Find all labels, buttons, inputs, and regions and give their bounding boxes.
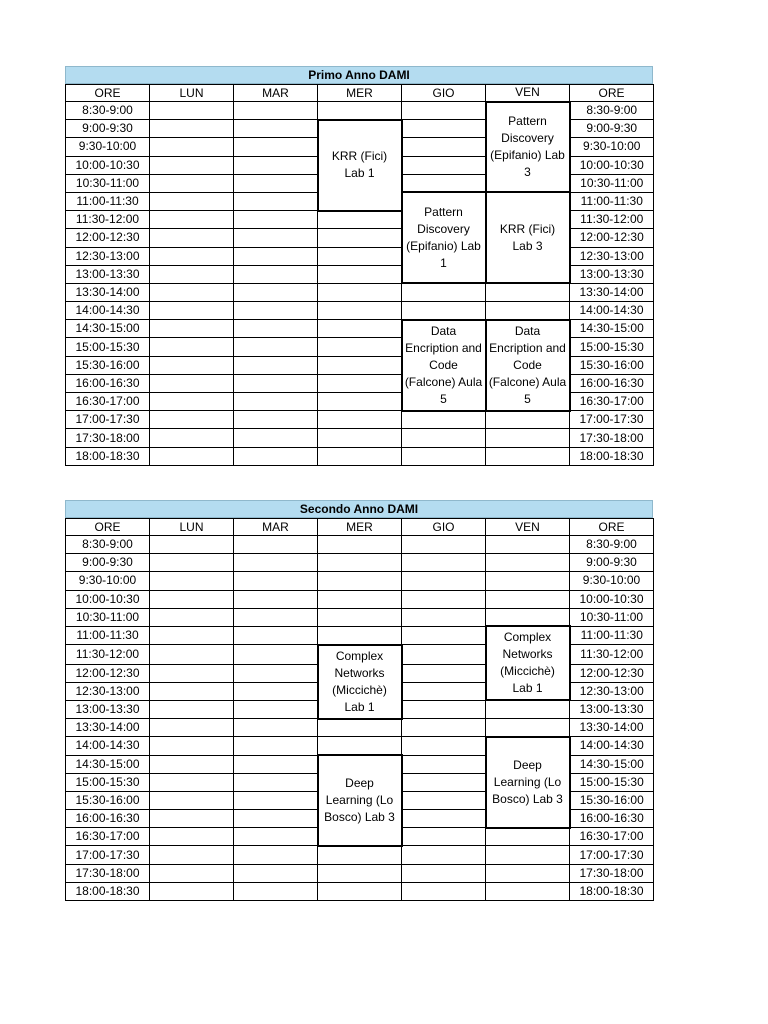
empty-slot	[402, 700, 486, 718]
empty-slot	[234, 773, 318, 791]
empty-slot	[486, 882, 570, 900]
time-cell-left: 10:00-10:30	[66, 590, 150, 608]
empty-slot	[402, 810, 486, 828]
empty-slot	[318, 737, 402, 755]
empty-slot	[402, 102, 486, 120]
time-cell-right: 9:30-10:00	[570, 572, 654, 590]
empty-slot	[318, 429, 402, 447]
column-header: MER	[318, 85, 402, 102]
empty-slot	[150, 882, 234, 900]
time-cell-left: 12:00-12:30	[66, 229, 150, 247]
time-cell-left: 12:00-12:30	[66, 664, 150, 682]
empty-slot	[486, 828, 570, 846]
empty-slot	[402, 302, 486, 320]
empty-slot	[402, 773, 486, 791]
table-row	[66, 882, 654, 900]
empty-slot	[234, 682, 318, 700]
time-cell-left: 14:00-14:30	[66, 737, 150, 755]
empty-slot	[150, 864, 234, 882]
time-cell-right: 14:00-14:30	[570, 302, 654, 320]
empty-slot	[150, 229, 234, 247]
empty-slot	[150, 536, 234, 554]
time-cell-left: 12:30-13:00	[66, 247, 150, 265]
empty-slot	[486, 283, 570, 301]
empty-slot	[318, 247, 402, 265]
empty-slot	[486, 536, 570, 554]
time-cell-left: 18:00-18:30	[66, 447, 150, 465]
empty-slot	[486, 864, 570, 882]
schedule-primo-anno	[65, 66, 653, 466]
time-cell-right: 11:00-11:30	[570, 192, 654, 210]
time-cell-left: 17:30-18:00	[66, 429, 150, 447]
course-block: Deep Learning (Lo Bosco) Lab 3	[318, 755, 402, 846]
empty-slot	[150, 645, 234, 664]
time-cell-right: 10:00-10:30	[570, 590, 654, 608]
empty-slot	[318, 882, 402, 900]
empty-slot	[318, 536, 402, 554]
empty-slot	[234, 608, 318, 626]
table-row	[66, 429, 654, 447]
time-cell-right: 10:30-11:00	[570, 174, 654, 192]
time-cell-right: 13:30-14:00	[570, 283, 654, 301]
empty-slot	[150, 174, 234, 192]
empty-slot	[402, 536, 486, 554]
time-cell-right: 17:30-18:00	[570, 864, 654, 882]
time-cell-right: 15:00-15:30	[570, 773, 654, 791]
course-block: Complex Networks (Miccichè) Lab 1	[318, 645, 402, 719]
empty-slot	[234, 411, 318, 429]
empty-slot	[234, 536, 318, 554]
column-header: MER	[318, 519, 402, 536]
empty-slot	[234, 447, 318, 465]
time-cell-right: 12:00-12:30	[570, 229, 654, 247]
time-cell-right: 16:00-16:30	[570, 810, 654, 828]
empty-slot	[486, 429, 570, 447]
empty-slot	[402, 682, 486, 700]
timetable	[65, 84, 654, 466]
empty-slot	[234, 356, 318, 374]
empty-slot	[402, 645, 486, 664]
empty-slot	[318, 302, 402, 320]
empty-slot	[402, 429, 486, 447]
empty-slot	[402, 554, 486, 572]
empty-slot	[234, 810, 318, 828]
timetable	[65, 518, 654, 901]
empty-slot	[402, 846, 486, 864]
empty-slot	[402, 572, 486, 590]
empty-slot	[150, 411, 234, 429]
empty-slot	[150, 156, 234, 174]
empty-slot	[234, 229, 318, 247]
time-cell-left: 16:30-17:00	[66, 828, 150, 846]
time-cell-right: 13:30-14:00	[570, 719, 654, 737]
empty-slot	[150, 554, 234, 572]
empty-slot	[234, 138, 318, 156]
time-cell-left: 14:00-14:30	[66, 302, 150, 320]
empty-slot	[318, 864, 402, 882]
empty-slot	[234, 864, 318, 882]
empty-slot	[318, 211, 402, 229]
time-cell-right: 11:00-11:30	[570, 626, 654, 644]
table-row	[66, 737, 654, 755]
empty-slot	[402, 283, 486, 301]
course-block: Data Encription and Code (Falcone) Aula 5	[486, 320, 570, 411]
time-cell-right: 12:30-13:00	[570, 247, 654, 265]
time-cell-left: 17:00-17:30	[66, 411, 150, 429]
course-block: Deep Learning (Lo Bosco) Lab 3	[486, 737, 570, 828]
time-cell-right: 12:00-12:30	[570, 664, 654, 682]
empty-slot	[402, 737, 486, 755]
empty-slot	[318, 626, 402, 644]
time-cell-left: 10:30-11:00	[66, 174, 150, 192]
column-header: MAR	[234, 85, 318, 102]
column-header: MAR	[234, 519, 318, 536]
empty-slot	[234, 393, 318, 411]
time-cell-right: 11:30-12:00	[570, 211, 654, 229]
time-cell-left: 13:30-14:00	[66, 283, 150, 301]
empty-slot	[402, 447, 486, 465]
empty-slot	[234, 719, 318, 737]
time-cell-left: 14:30-15:00	[66, 755, 150, 773]
course-block: Pattern Discovery (Epifanio) Lab 3	[486, 102, 570, 193]
empty-slot	[150, 247, 234, 265]
empty-slot	[402, 608, 486, 626]
empty-slot	[234, 664, 318, 682]
course-block: Data Encription and Code (Falcone) Aula 5	[402, 320, 486, 411]
empty-slot	[318, 719, 402, 737]
course-block: Pattern Discovery (Epifanio) Lab 1	[402, 192, 486, 283]
empty-slot	[486, 719, 570, 737]
empty-slot	[486, 447, 570, 465]
time-cell-right: 14:00-14:30	[570, 737, 654, 755]
empty-slot	[402, 755, 486, 773]
empty-slot	[150, 102, 234, 120]
time-cell-right: 11:30-12:00	[570, 645, 654, 664]
empty-slot	[402, 174, 486, 192]
empty-slot	[318, 846, 402, 864]
empty-slot	[150, 828, 234, 846]
schedule-secondo-anno	[65, 500, 653, 901]
empty-slot	[150, 791, 234, 809]
table-title: Secondo Anno DAMI	[65, 500, 653, 518]
empty-slot	[486, 590, 570, 608]
empty-slot	[486, 700, 570, 718]
empty-slot	[150, 719, 234, 737]
empty-slot	[318, 411, 402, 429]
empty-slot	[402, 138, 486, 156]
column-header: ORE	[66, 85, 150, 102]
time-cell-left: 11:30-12:00	[66, 211, 150, 229]
empty-slot	[234, 302, 318, 320]
empty-slot	[234, 174, 318, 192]
course-block: Complex Networks (Miccichè) Lab 1	[486, 626, 570, 700]
empty-slot	[234, 320, 318, 338]
time-cell-right: 13:00-13:30	[570, 700, 654, 718]
empty-slot	[150, 664, 234, 682]
column-header: ORE	[66, 519, 150, 536]
empty-slot	[234, 265, 318, 283]
empty-slot	[318, 229, 402, 247]
empty-slot	[150, 393, 234, 411]
empty-slot	[150, 773, 234, 791]
time-cell-left: 16:00-16:30	[66, 810, 150, 828]
empty-slot	[402, 626, 486, 644]
empty-slot	[486, 846, 570, 864]
time-cell-right: 8:30-9:00	[570, 102, 654, 120]
empty-slot	[150, 846, 234, 864]
time-cell-right: 15:30-16:00	[570, 356, 654, 374]
empty-slot	[402, 828, 486, 846]
empty-slot	[402, 411, 486, 429]
empty-slot	[150, 120, 234, 138]
empty-slot	[486, 302, 570, 320]
empty-slot	[486, 411, 570, 429]
time-cell-left: 10:00-10:30	[66, 156, 150, 174]
empty-slot	[234, 374, 318, 392]
empty-slot	[402, 590, 486, 608]
empty-slot	[234, 247, 318, 265]
table-row	[66, 447, 654, 465]
empty-slot	[402, 664, 486, 682]
empty-slot	[234, 572, 318, 590]
empty-slot	[318, 320, 402, 338]
column-header: LUN	[150, 519, 234, 536]
time-cell-right: 9:00-9:30	[570, 554, 654, 572]
time-cell-right: 18:00-18:30	[570, 447, 654, 465]
empty-slot	[234, 429, 318, 447]
time-cell-left: 15:30-16:00	[66, 791, 150, 809]
time-cell-right: 16:30-17:00	[570, 828, 654, 846]
table-row	[66, 846, 654, 864]
table-row	[66, 320, 654, 338]
time-cell-right: 16:30-17:00	[570, 393, 654, 411]
empty-slot	[150, 338, 234, 356]
column-header: ORE	[570, 519, 654, 536]
time-cell-right: 17:00-17:30	[570, 411, 654, 429]
table-row	[66, 554, 654, 572]
empty-slot	[150, 737, 234, 755]
time-cell-right: 10:30-11:00	[570, 608, 654, 626]
table-row	[66, 411, 654, 429]
empty-slot	[150, 356, 234, 374]
column-header: GIO	[402, 519, 486, 536]
empty-slot	[402, 882, 486, 900]
time-cell-right: 17:00-17:30	[570, 846, 654, 864]
empty-slot	[234, 590, 318, 608]
empty-slot	[402, 864, 486, 882]
time-cell-left: 16:30-17:00	[66, 393, 150, 411]
time-cell-left: 8:30-9:00	[66, 536, 150, 554]
empty-slot	[318, 554, 402, 572]
empty-slot	[150, 138, 234, 156]
empty-slot	[402, 120, 486, 138]
empty-slot	[234, 211, 318, 229]
empty-slot	[150, 755, 234, 773]
time-cell-left: 9:30-10:00	[66, 138, 150, 156]
table-row	[66, 102, 654, 120]
time-cell-right: 13:00-13:30	[570, 265, 654, 283]
empty-slot	[234, 626, 318, 644]
time-cell-left: 17:30-18:00	[66, 864, 150, 882]
time-cell-left: 14:30-15:00	[66, 320, 150, 338]
empty-slot	[402, 791, 486, 809]
empty-slot	[150, 590, 234, 608]
table-row	[66, 626, 654, 644]
empty-slot	[234, 737, 318, 755]
course-block: KRR (Fici) Lab 1	[318, 120, 402, 211]
empty-slot	[150, 429, 234, 447]
time-cell-left: 13:30-14:00	[66, 719, 150, 737]
empty-slot	[234, 102, 318, 120]
empty-slot	[234, 156, 318, 174]
empty-slot	[234, 338, 318, 356]
empty-slot	[318, 447, 402, 465]
time-cell-left: 11:00-11:30	[66, 626, 150, 644]
column-header: VEN	[486, 85, 570, 102]
time-cell-right: 15:30-16:00	[570, 791, 654, 809]
empty-slot	[234, 120, 318, 138]
empty-slot	[150, 302, 234, 320]
empty-slot	[150, 608, 234, 626]
time-cell-left: 9:00-9:30	[66, 120, 150, 138]
empty-slot	[318, 265, 402, 283]
empty-slot	[150, 682, 234, 700]
time-cell-left: 11:30-12:00	[66, 645, 150, 664]
empty-slot	[234, 882, 318, 900]
column-header: VEN	[486, 519, 570, 536]
time-cell-left: 12:30-13:00	[66, 682, 150, 700]
empty-slot	[318, 374, 402, 392]
empty-slot	[150, 192, 234, 210]
empty-slot	[486, 572, 570, 590]
table-row	[66, 719, 654, 737]
empty-slot	[150, 211, 234, 229]
table-row	[66, 590, 654, 608]
time-cell-left: 18:00-18:30	[66, 882, 150, 900]
time-cell-left: 16:00-16:30	[66, 374, 150, 392]
time-cell-right: 10:00-10:30	[570, 156, 654, 174]
table-row	[66, 608, 654, 626]
table-row	[66, 864, 654, 882]
time-cell-left: 15:30-16:00	[66, 356, 150, 374]
column-header: ORE	[570, 85, 654, 102]
time-cell-left: 17:00-17:30	[66, 846, 150, 864]
empty-slot	[486, 554, 570, 572]
empty-slot	[234, 828, 318, 846]
empty-slot	[234, 192, 318, 210]
empty-slot	[318, 356, 402, 374]
table-title: Primo Anno DAMI	[65, 66, 653, 84]
time-cell-right: 14:30-15:00	[570, 320, 654, 338]
time-cell-right: 15:00-15:30	[570, 338, 654, 356]
empty-slot	[318, 608, 402, 626]
empty-slot	[150, 700, 234, 718]
empty-slot	[234, 645, 318, 664]
empty-slot	[402, 156, 486, 174]
column-header: LUN	[150, 85, 234, 102]
empty-slot	[402, 719, 486, 737]
empty-slot	[150, 374, 234, 392]
time-cell-left: 9:30-10:00	[66, 572, 150, 590]
time-cell-right: 14:30-15:00	[570, 755, 654, 773]
time-cell-right: 9:30-10:00	[570, 138, 654, 156]
empty-slot	[318, 590, 402, 608]
time-cell-right: 17:30-18:00	[570, 429, 654, 447]
empty-slot	[234, 846, 318, 864]
empty-slot	[318, 572, 402, 590]
table-row	[66, 536, 654, 554]
time-cell-left: 15:00-15:30	[66, 338, 150, 356]
empty-slot	[486, 608, 570, 626]
empty-slot	[234, 283, 318, 301]
time-cell-left: 15:00-15:30	[66, 773, 150, 791]
time-cell-right: 8:30-9:00	[570, 536, 654, 554]
empty-slot	[150, 283, 234, 301]
empty-slot	[234, 791, 318, 809]
course-block: KRR (Fici) Lab 3	[486, 192, 570, 283]
empty-slot	[150, 626, 234, 644]
empty-slot	[150, 810, 234, 828]
empty-slot	[150, 447, 234, 465]
time-cell-right: 12:30-13:00	[570, 682, 654, 700]
empty-slot	[150, 265, 234, 283]
time-cell-left: 13:00-13:30	[66, 700, 150, 718]
table-row	[66, 572, 654, 590]
column-header: GIO	[402, 85, 486, 102]
empty-slot	[234, 700, 318, 718]
time-cell-left: 8:30-9:00	[66, 102, 150, 120]
time-cell-left: 9:00-9:30	[66, 554, 150, 572]
empty-slot	[318, 102, 402, 120]
time-cell-right: 16:00-16:30	[570, 374, 654, 392]
empty-slot	[234, 554, 318, 572]
empty-slot	[318, 338, 402, 356]
empty-slot	[318, 283, 402, 301]
time-cell-left: 13:00-13:30	[66, 265, 150, 283]
time-cell-left: 11:00-11:30	[66, 192, 150, 210]
empty-slot	[234, 755, 318, 773]
empty-slot	[150, 320, 234, 338]
empty-slot	[150, 572, 234, 590]
time-cell-left: 10:30-11:00	[66, 608, 150, 626]
table-row	[66, 283, 654, 301]
time-cell-right: 18:00-18:30	[570, 882, 654, 900]
empty-slot	[318, 393, 402, 411]
time-cell-right: 9:00-9:30	[570, 120, 654, 138]
table-row	[66, 302, 654, 320]
